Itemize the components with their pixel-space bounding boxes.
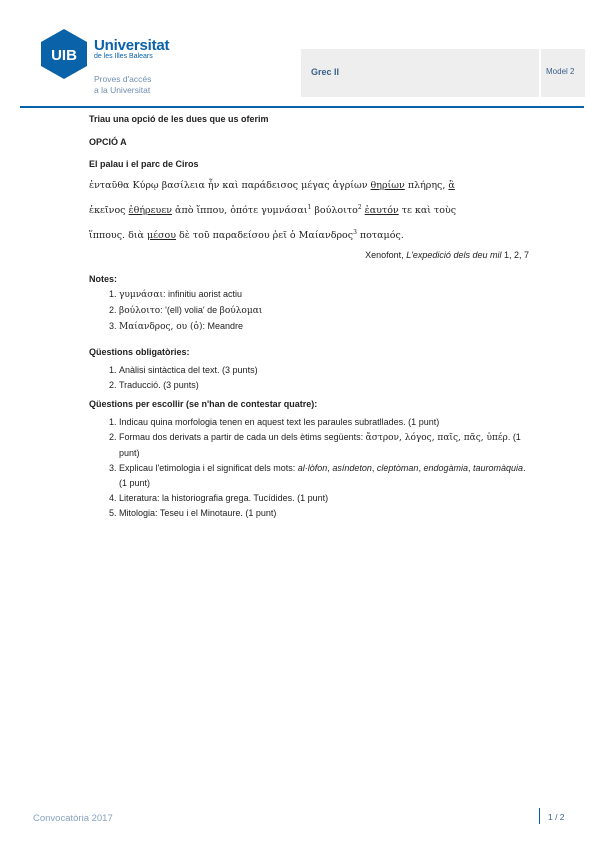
note-text: : Meandre [202, 321, 243, 331]
source-author: Xenofont, [365, 250, 407, 260]
greek-line-2 [89, 198, 529, 223]
greek-text [89, 173, 529, 248]
exam-content [89, 114, 529, 521]
mandatory-heading: Qüestions obligatòries: [89, 347, 190, 357]
note-greek: βούλομαι [219, 306, 263, 316]
motto-line-1: Proves d'accés [94, 74, 152, 84]
greek-fragment: πλήρης, [404, 180, 449, 191]
greek-line-3 [89, 223, 529, 248]
choice-word: endogàmia [423, 463, 468, 473]
instructions: Triau una opció de les dues que us oferim [89, 114, 269, 124]
underlined-word: ἃ [448, 180, 455, 191]
underlined-word: θηρίων [370, 180, 405, 191]
subject-label: Grec II [311, 67, 340, 77]
text-title: El palau i el parc de Ciros [89, 159, 199, 169]
mandatory-list [89, 363, 529, 393]
choice-word: tauromàquia [473, 463, 524, 473]
note-text: : infinitiu aorist actiu [163, 289, 243, 299]
notes-list [89, 287, 529, 335]
greek-fragment: ἐκεῖνος [89, 205, 129, 216]
greek-fragment: ἵππους. διὰ [89, 230, 147, 241]
choice-item: 5. Mitologia: Teseu i el Minotaure. (1 punt) [119, 506, 529, 521]
note-item [119, 287, 529, 303]
header-divider [20, 106, 584, 108]
choice-text: Explicau l'etimologia i el significat dels mots: [119, 463, 298, 473]
university-name: Universitat [94, 37, 170, 54]
option-heading: OPCIÓ A [89, 137, 127, 147]
footnote-marker: 3 [353, 228, 357, 236]
choice-item [119, 461, 529, 491]
note-greek: βούλοιτο [119, 306, 161, 316]
choice-text: , [371, 463, 377, 473]
greek-fragment: δὲ τοῦ παραδείσου ῥεῖ ὁ Μαίανδρος [176, 230, 354, 241]
logo-text: UIB [51, 47, 77, 64]
source-work: L'expedició dels deu mil [406, 250, 502, 260]
mandatory-item: 1. Anàlisi sintàctica del text. (3 punts) [119, 363, 529, 378]
choice-text: , [468, 463, 474, 473]
underlined-word: ἐθήρευεν [128, 205, 173, 216]
page-number: 1 / 2 [548, 812, 565, 822]
motto-line-2: a la Universitat [94, 85, 151, 95]
footnote-marker: 1 [307, 203, 312, 211]
text-source [89, 250, 529, 260]
choice-greek: ἄστρον, λόγος, παῖς, πᾶς, ὑπέρ [365, 433, 508, 443]
notes-heading: Notes: [89, 274, 118, 284]
note-greek: γυμνάσαι [119, 290, 163, 300]
note-item [119, 319, 529, 335]
greek-fragment: τε καὶ τοὺς [398, 205, 457, 216]
choice-word: cleptòman [376, 463, 419, 473]
choice-text: , [327, 463, 333, 473]
university-subtitle: de les Illes Balears [94, 53, 153, 60]
source-reference: 1, 2, 7 [501, 250, 529, 260]
choice-text: . (1 punt) [119, 463, 526, 488]
model-label: Model 2 [546, 67, 575, 76]
footer-divider [539, 808, 540, 824]
underlined-word: ἑαυτόν [364, 205, 399, 216]
choice-item [119, 430, 529, 461]
university-motto [94, 74, 151, 96]
mandatory-item: 2. Traducció. (3 punts) [119, 378, 529, 393]
greek-fragment: ἀπὸ ἵππου, ὁπότε γυμνάσαι [172, 205, 308, 216]
choice-item: 1. Indicau quina morfologia tenen en aquest text les paraules subratllades. (1 punt) [119, 415, 529, 430]
choice-word: al·lòfon [297, 463, 328, 473]
greek-line-1 [89, 173, 529, 198]
choice-text: Formau dos derivats a partir de cada un dels ètims següents: [119, 432, 366, 442]
note-text: : '(ell) volia' de [160, 305, 220, 315]
choice-text: , [418, 463, 424, 473]
note-item [119, 303, 529, 319]
choice-list [89, 415, 529, 521]
greek-fragment: ποταμός. [356, 230, 404, 241]
uib-logo-icon [38, 28, 90, 80]
greek-fragment: ἐνταῦθα Κύρῳ βασίλεια ἦν καὶ παράδεισος μέγας ἀγρίων [89, 180, 371, 191]
greek-fragment: βούλοιτο [311, 205, 358, 216]
underlined-word: μέσου [146, 230, 177, 241]
choice-item: 4. Literatura: la historiografia grega. Tucídides. (1 punt) [119, 491, 529, 506]
choice-heading: Qüestions per escollir (se n'han de contestar quatre): [89, 399, 318, 409]
session-label: Convocatòria 2017 [33, 813, 113, 824]
footnote-marker: 2 [357, 203, 362, 211]
choice-text: . (1 punt) [119, 432, 521, 458]
choice-word: asíndeton [332, 463, 372, 473]
note-greek: Μαίανδρος, ου (ὁ) [119, 322, 203, 332]
